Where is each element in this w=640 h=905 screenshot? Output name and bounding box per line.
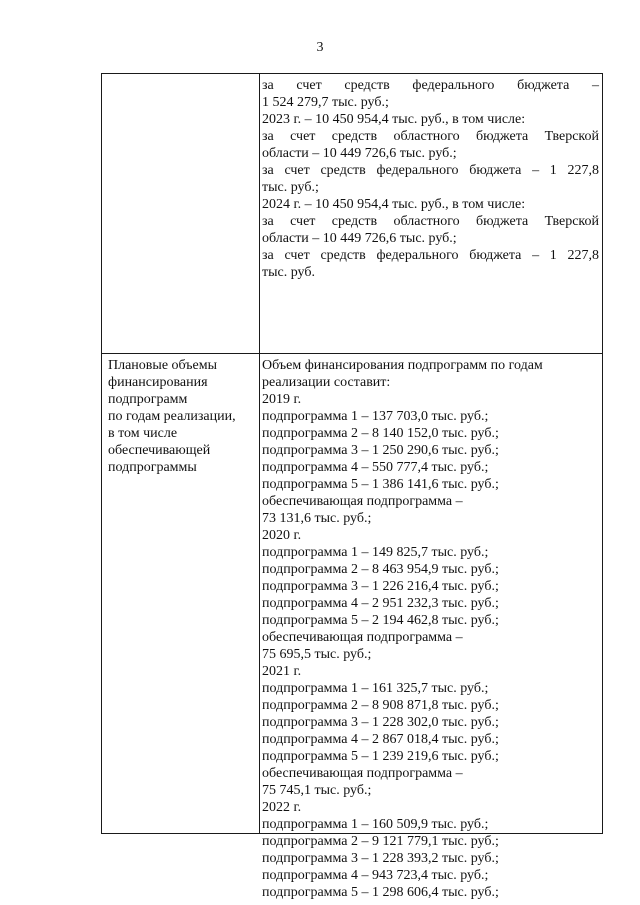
row-heading-line: в том числе — [108, 426, 178, 441]
subprogram-line: подпрограмма 3 – 1 228 393,2 тыс. руб.; — [262, 851, 499, 866]
funding-line: 1 524 279,7 тыс. руб.; — [262, 95, 389, 110]
subprogram-line: подпрограмма 5 – 1 298 606,4 тыс. руб.; — [262, 885, 499, 900]
year-label: 2021 г. — [262, 664, 302, 679]
row-heading-line: обеспечивающей — [108, 443, 211, 458]
subprogram-line: подпрограмма 4 – 2 951 232,3 тыс. руб.; — [262, 596, 499, 611]
funding-line: 2023 г. – 10 450 954,4 тыс. руб., в том числе: — [262, 112, 526, 127]
funding-line: за счет средств областного бюджета Тверской — [262, 129, 599, 144]
subprogram-line: обеспечивающая подпрограмма – — [262, 494, 463, 509]
subprogram-line: подпрограмма 3 – 1 226 216,4 тыс. руб.; — [262, 579, 499, 594]
year-label: 2020 г. — [262, 528, 302, 543]
funding-line: за счет средств федерального бюджета – 1 227,8 — [262, 163, 599, 178]
row-heading-line: финансирования — [108, 375, 208, 390]
funding-line: за счет средств федерального бюджета – — [262, 78, 599, 93]
row-heading-line: по годам реализации, — [108, 409, 236, 424]
funding-line: области – 10 449 726,6 тыс. руб.; — [262, 146, 457, 161]
funding-line: тыс. руб. — [262, 265, 315, 280]
subprogram-line: подпрограмма 3 – 1 228 302,0 тыс. руб.; — [262, 715, 499, 730]
subprogram-line: подпрограмма 5 – 1 386 141,6 тыс. руб.; — [262, 477, 499, 492]
subprogram-line: подпрограмма 2 – 8 140 152,0 тыс. руб.; — [262, 426, 499, 441]
funding-line: области – 10 449 726,6 тыс. руб.; — [262, 231, 457, 246]
subprogram-line: обеспечивающая подпрограмма – — [262, 766, 463, 781]
subprogram-line: 75 745,1 тыс. руб.; — [262, 783, 372, 798]
row-heading-line: подпрограммы — [108, 460, 197, 475]
subprogram-line: реализации составит: — [262, 375, 391, 390]
subprogram-line: подпрограмма 4 – 550 777,4 тыс. руб.; — [262, 460, 489, 475]
funding-line: за счет средств федерального бюджета – 1 227,8 — [262, 248, 599, 263]
subprogram-line: подпрограмма 5 – 2 194 462,8 тыс. руб.; — [262, 613, 499, 628]
subprogram-line: обеспечивающая подпрограмма – — [262, 630, 463, 645]
subprogram-line: подпрограмма 2 – 9 121 779,1 тыс. руб.; — [262, 834, 499, 849]
funding-line: 2024 г. – 10 450 954,4 тыс. руб., в том числе: — [262, 197, 526, 212]
subprogram-line: подпрограмма 4 – 2 867 018,4 тыс. руб.; — [262, 732, 499, 747]
row-divider — [102, 353, 602, 354]
subprogram-line: 75 695,5 тыс. руб.; — [262, 647, 372, 662]
year-label: 2019 г. — [262, 392, 302, 407]
top-right-cell — [262, 77, 599, 281]
financing-table — [101, 73, 603, 900]
subprogram-line: подпрограмма 2 – 8 463 954,9 тыс. руб.; — [262, 562, 499, 577]
subprogram-line: Объем финансирования подпрограмм по годам — [262, 358, 543, 373]
row-heading-cell — [108, 357, 256, 476]
column-divider — [259, 74, 260, 833]
subprogram-line: подпрограмма 1 – 160 509,9 тыс. руб.; — [262, 817, 489, 832]
subprogram-line: подпрограмма 4 – 943 723,4 тыс. руб.; — [262, 868, 489, 883]
funding-line: за счет средств областного бюджета Тверской — [262, 214, 599, 229]
subprogram-line: 73 131,6 тыс. руб.; — [262, 511, 372, 526]
subprogram-funding-cell — [262, 357, 599, 901]
funding-line: тыс. руб.; — [262, 180, 319, 195]
subprogram-line: подпрограмма 1 – 149 825,7 тыс. руб.; — [262, 545, 489, 560]
page-number: 3 — [316, 40, 324, 55]
year-label: 2022 г. — [262, 800, 302, 815]
subprogram-line: подпрограмма 1 – 137 703,0 тыс. руб.; — [262, 409, 489, 424]
row-heading-line: подпрограмм — [108, 392, 188, 407]
subprogram-line: подпрограмма 1 – 161 325,7 тыс. руб.; — [262, 681, 489, 696]
subprogram-line: подпрограмма 5 – 1 239 219,6 тыс. руб.; — [262, 749, 499, 764]
subprogram-line: подпрограмма 2 – 8 908 871,8 тыс. руб.; — [262, 698, 499, 713]
subprogram-line: подпрограмма 3 – 1 250 290,6 тыс. руб.; — [262, 443, 499, 458]
row-heading-line: Плановые объемы — [108, 358, 218, 373]
